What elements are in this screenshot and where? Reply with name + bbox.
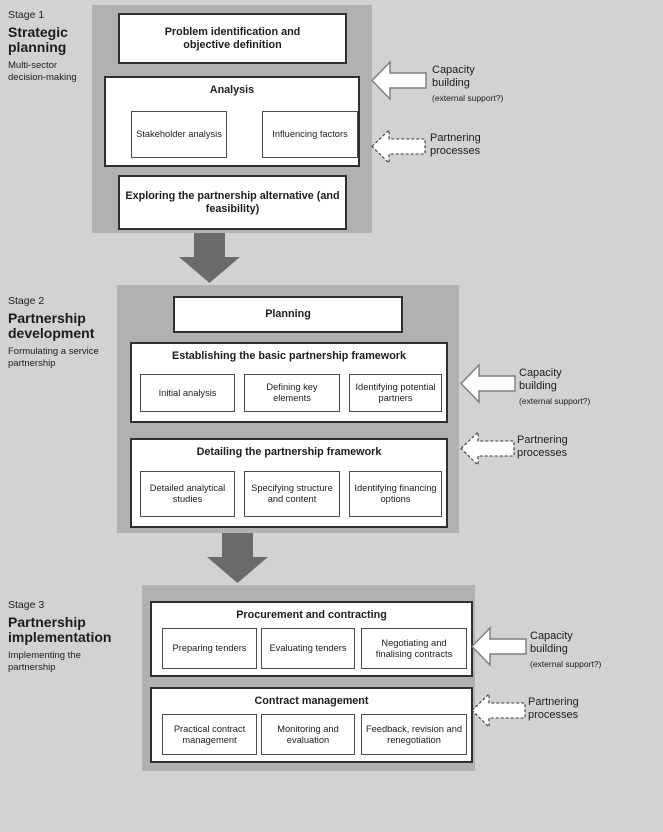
stage2-title: Partnership development [8, 309, 95, 341]
monitoring-evaluation-box: Monitoring and evaluation [261, 714, 355, 755]
contract-management-box [150, 687, 473, 763]
problem-identification-label: Problem identification and objective definition [164, 25, 301, 51]
detailing-framework-label: Detailing the partnership framework [196, 446, 382, 458]
capacity-building-arrow-icon [460, 363, 517, 404]
practical-contract-management-box: Practical contract management [162, 714, 257, 755]
stage3-number: Stage 3 [8, 599, 45, 611]
feedback-revision-renegotiation-box: Feedback, revision and renegotiation [361, 714, 467, 755]
stage3-title: Partnership implementation [8, 613, 112, 645]
flow-down-arrow-icon [207, 533, 268, 583]
preparing-tenders-box: Preparing tenders [162, 628, 257, 669]
analysis-label: Analysis [209, 84, 255, 96]
stage2-panel [117, 285, 459, 533]
partnering-processes-label: Partnering processes [430, 132, 481, 157]
exploring-partnership-box [118, 175, 347, 230]
capacity-building-label: Capacity building [519, 367, 562, 392]
stage1-subtitle: Multi-sector decision-making [8, 59, 77, 83]
stage1-panel [92, 5, 372, 233]
stage3-panel [142, 585, 475, 771]
identifying-potential-partners-box: Identifying potential partners [349, 374, 442, 412]
capacity-building-label: Capacity building [530, 630, 573, 655]
establishing-framework-box [130, 342, 448, 423]
problem-identification-box [118, 13, 347, 64]
planning-label: Planning [265, 308, 311, 321]
partnering-processes-arrow-icon [460, 429, 516, 468]
initial-analysis-box: Initial analysis [140, 374, 235, 412]
capacity-building-note: (external support?) [432, 93, 504, 103]
stage2-subtitle: Formulating a service partnership [8, 345, 99, 369]
stage1-title: Strategic planning [8, 23, 68, 55]
partnering-processes-arrow-icon [371, 127, 427, 166]
evaluating-tenders-box: Evaluating tenders [261, 628, 355, 669]
capacity-building-label: Capacity building [432, 64, 475, 89]
stage2-number: Stage 2 [8, 295, 45, 307]
stage3-subtitle: Implementing the partnership [8, 649, 81, 673]
capacity-building-note: (external support?) [530, 659, 602, 669]
stakeholder-analysis-box: Stakeholder analysis [131, 111, 227, 158]
stage1-number: Stage 1 [8, 9, 45, 21]
exploring-partnership-label: Exploring the partnership alternative (and feasibility) [125, 189, 340, 215]
partnering-processes-label: Partnering processes [517, 434, 568, 459]
establishing-framework-label: Establishing the basic partnership framework [172, 350, 406, 362]
stage2-label [8, 295, 114, 370]
detailed-analytical-studies-box: Detailed analytical studies [140, 471, 235, 517]
stage3-label [8, 599, 120, 674]
detailing-framework-box [130, 438, 448, 528]
procurement-contracting-box [150, 601, 473, 677]
stage1-label [8, 9, 92, 84]
influencing-factors-box: Influencing factors [262, 111, 358, 158]
flow-down-arrow-icon [179, 233, 240, 283]
planning-box [173, 296, 403, 333]
identifying-financing-options-box: Identifying financing options [349, 471, 442, 517]
capacity-building-arrow-icon [371, 60, 428, 101]
specifying-structure-content-box: Specifying structure and content [244, 471, 340, 517]
capacity-building-arrow-icon [471, 626, 528, 667]
capacity-building-note: (external support?) [519, 396, 591, 406]
partnering-processes-label: Partnering processes [528, 696, 579, 721]
procurement-contracting-label: Procurement and contracting [236, 609, 387, 621]
negotiating-finalising-contracts-box: Negotiating and finalising contracts [361, 628, 467, 669]
defining-key-elements-box: Defining key elements [244, 374, 340, 412]
analysis-box [104, 76, 360, 167]
partnering-processes-arrow-icon [471, 691, 527, 730]
contract-management-label: Contract management [254, 695, 369, 707]
